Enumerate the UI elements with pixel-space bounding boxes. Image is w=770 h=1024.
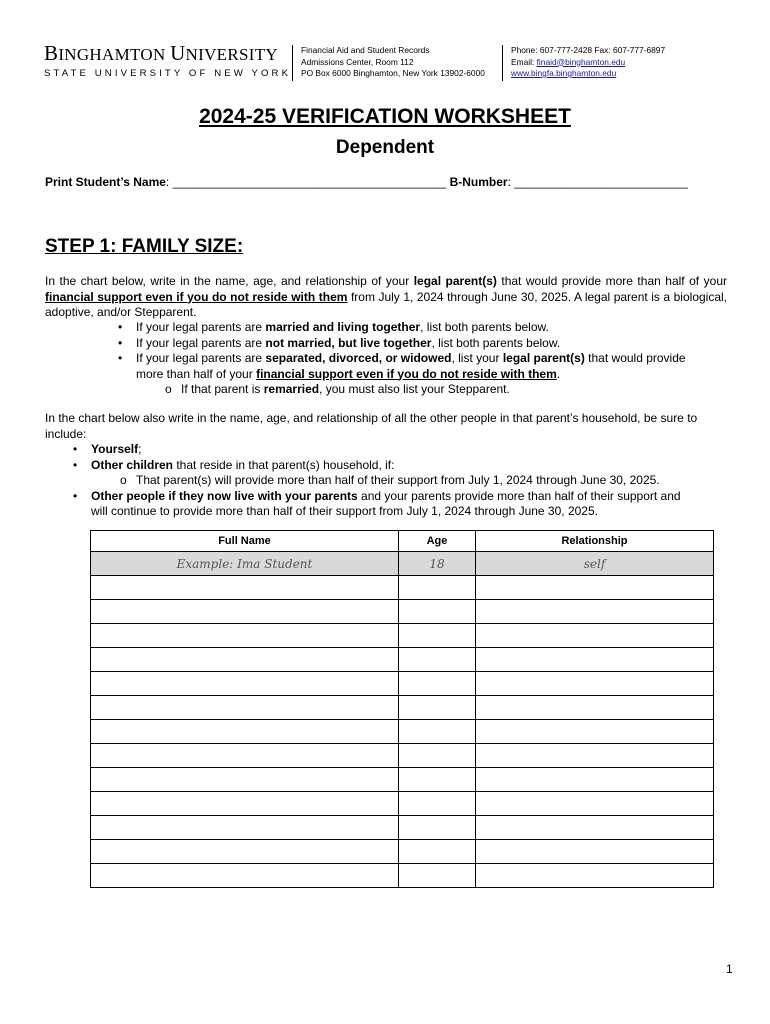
- list-item: • Other people if they now live with your parents and your parents provide more than half of their support and: [73, 488, 681, 503]
- list-subitem: o If that parent is remarried, you must also list your Stepparent.: [165, 382, 510, 396]
- relationship-cell[interactable]: [476, 840, 714, 864]
- worksheet-title: 2024-25 VERIFICATION WORKSHEET: [199, 105, 571, 128]
- relationship-cell[interactable]: [476, 696, 714, 720]
- office-address: Financial Aid and Student Records Admissions Center, Room 112 PO Box 6000 Binghamton, New York 13902-6000: [292, 45, 485, 81]
- full-name-cell[interactable]: [91, 744, 399, 768]
- list-subitem: o That parent(s) will provide more than half of their support from July 1, 2024 through June 30, 2025.: [120, 473, 660, 487]
- table-header-row: [91, 531, 714, 552]
- list-item: • Yourself;: [73, 442, 142, 456]
- example-relationship-cell: self: [476, 552, 714, 576]
- relationship-cell[interactable]: [476, 864, 714, 888]
- age-cell[interactable]: [399, 600, 476, 624]
- relationship-cell[interactable]: [476, 744, 714, 768]
- example-age-cell: 18: [399, 552, 476, 576]
- relationship-cell[interactable]: [476, 792, 714, 816]
- relationship-cell[interactable]: [476, 648, 714, 672]
- full-name-cell[interactable]: [91, 600, 399, 624]
- phone-fax: Phone: 607-777-2428 Fax: 607-777-6897: [511, 45, 666, 55]
- family-size-table: [90, 530, 714, 888]
- age-cell[interactable]: [399, 696, 476, 720]
- column-header-age: Age: [399, 531, 476, 552]
- email-link[interactable]: finaid@binghamton.edu: [536, 56, 626, 67]
- table-row: [91, 840, 714, 864]
- age-cell[interactable]: [399, 624, 476, 648]
- relationship-cell[interactable]: [476, 624, 714, 648]
- full-name-cell[interactable]: [91, 840, 399, 864]
- age-cell[interactable]: [399, 816, 476, 840]
- full-name-cell[interactable]: [91, 864, 399, 888]
- full-name-cell[interactable]: [91, 576, 399, 600]
- household-bullets: [73, 442, 731, 520]
- website-link[interactable]: www.bingfa.binghamton.edu: [511, 68, 617, 78]
- student-name-line[interactable]: Print Student’s Name: _________________________________________ B-Number: __________________________: [45, 175, 688, 189]
- age-cell[interactable]: [399, 648, 476, 672]
- age-cell[interactable]: [399, 576, 476, 600]
- table-row: [91, 864, 714, 888]
- age-cell[interactable]: [399, 744, 476, 768]
- step1-intro: In the chart below, write in the name, age, and relationship of your legal parent(s) that would provide more than half of your financial support even if you do not reside with them from July 1, 2024 through June 30, 2025. A legal parent is a biological, adoptive, and/or Stepparent.: [45, 274, 728, 319]
- full-name-cell[interactable]: [91, 696, 399, 720]
- example-name-cell: Example: Ima Student: [91, 552, 399, 576]
- relationship-cell[interactable]: [476, 720, 714, 744]
- table-row: [91, 672, 714, 696]
- step1-household-paragraph: In the chart below also write in the name, age, and relationship of all the other people in that parent’s household, be sure to include:: [45, 411, 698, 441]
- full-name-cell[interactable]: [91, 792, 399, 816]
- table-row: [91, 792, 714, 816]
- table-row: [91, 696, 714, 720]
- full-name-cell[interactable]: [91, 816, 399, 840]
- list-item: • If your legal parents are married and living together, list both parents below.: [118, 320, 549, 334]
- column-header-relationship: Relationship: [476, 531, 714, 552]
- age-cell[interactable]: [399, 840, 476, 864]
- relationship-cell[interactable]: [476, 816, 714, 840]
- table-row: [91, 744, 714, 768]
- full-name-cell[interactable]: [91, 672, 399, 696]
- table-row: [91, 600, 714, 624]
- table-row: [91, 648, 714, 672]
- column-header-full-name: Full Name: [91, 531, 399, 552]
- contact-info: Phone: 607-777-2428 Fax: 607-777-6897 Email: finaid@binghamton.edu www.bingfa.binghamton.edu: [502, 45, 665, 81]
- list-item: • If your legal parents are not married, but live together, list both parents below.: [118, 335, 561, 350]
- parent-bullets: [118, 320, 726, 398]
- binghamton-logo: [44, 41, 292, 79]
- full-name-cell[interactable]: [91, 648, 399, 672]
- list-item: • Other children that reside in that parent(s) household, if:: [73, 457, 395, 472]
- table-row-example: [91, 552, 714, 576]
- full-name-cell[interactable]: [91, 720, 399, 744]
- relationship-cell[interactable]: [476, 576, 714, 600]
- table-row: [91, 720, 714, 744]
- age-cell[interactable]: [399, 864, 476, 888]
- university-subtitle: STATE UNIVERSITY OF NEW YORK: [44, 68, 292, 79]
- full-name-cell[interactable]: [91, 768, 399, 792]
- age-cell[interactable]: [399, 720, 476, 744]
- age-cell[interactable]: [399, 768, 476, 792]
- table-row: [91, 576, 714, 600]
- worksheet-subtitle: Dependent: [335, 137, 435, 158]
- list-item: • If your legal parents are separated, divorced, or widowed, list your legal parent(s) that would provide: [118, 351, 686, 365]
- relationship-cell[interactable]: [476, 600, 714, 624]
- relationship-cell[interactable]: [476, 768, 714, 792]
- table-row: [91, 816, 714, 840]
- full-name-cell[interactable]: [91, 624, 399, 648]
- step1-heading: STEP 1: FAMILY SIZE:: [45, 236, 244, 257]
- age-cell[interactable]: [399, 672, 476, 696]
- table-row: [91, 768, 714, 792]
- table-row: [91, 624, 714, 648]
- page-number: 1: [726, 962, 733, 976]
- list-item-continued: more than half of your financial support even if you do not reside with them.: [136, 366, 561, 381]
- relationship-cell[interactable]: [476, 672, 714, 696]
- university-name: BINGHAMTON UNIVERSITY: [44, 41, 278, 65]
- age-cell[interactable]: [399, 792, 476, 816]
- list-item-continued: will continue to provide more than half of their support from July 1, 2024 through June 30, 2025.: [91, 504, 598, 518]
